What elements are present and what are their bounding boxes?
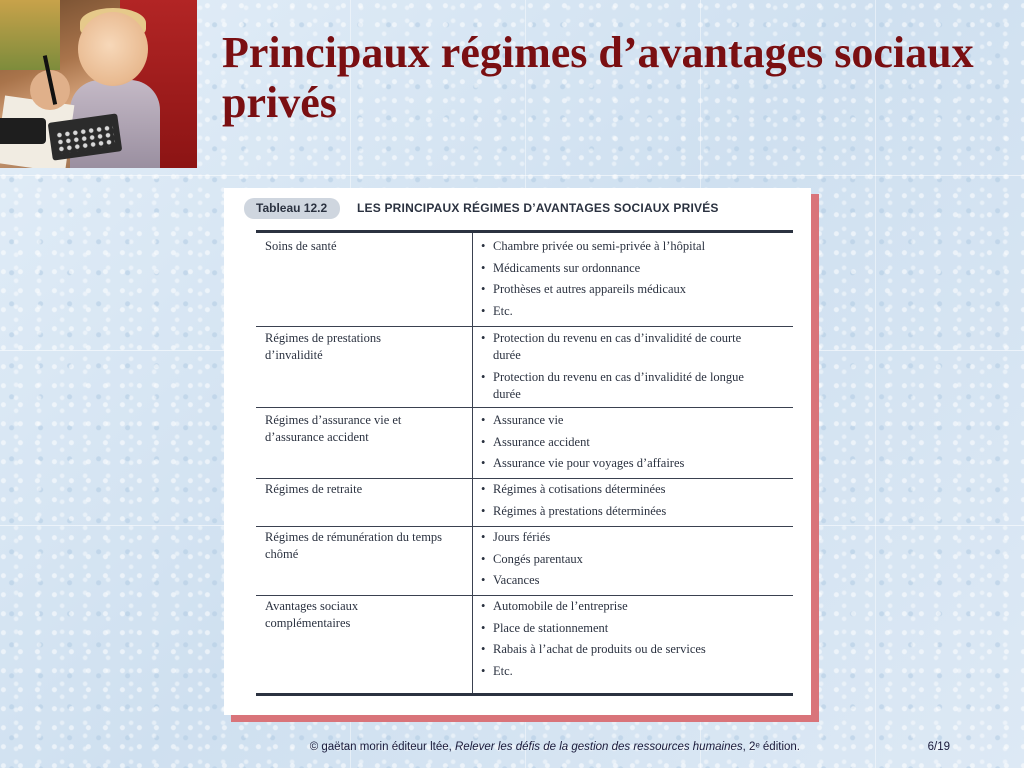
table-number-label: Tableau 12.2 [244,198,340,219]
list-item: • Assurance vie [480,412,785,429]
list-item: • Protection du revenu en cas d’invalidité de courte durée [480,330,755,364]
table-benefits-list [480,412,785,477]
list-item: • Régimes à cotisations déterminées [480,481,785,498]
table-bottom-rule [256,693,793,696]
footer-copyright: © gaëtan morin éditeur ltée, [309,741,455,753]
table-heading: LES PRINCIPAUX RÉGIMES D’AVANTAGES SOCIAUX PRIVÉS [357,201,719,215]
slide-title: Principaux régimes d’avantages sociaux privés [222,28,974,127]
list-item: • Etc. [480,663,785,680]
table-category: Régimes d’assurance vie et d’assurance accident [265,413,402,444]
list-item: • Vacances [480,572,785,589]
list-item: • Protection du revenu en cas d’invalidité de longue durée [480,369,755,403]
table-category: Régimes de prestations d’invalidité [265,331,381,362]
list-item: • Automobile de l’entreprise [480,598,785,615]
table-benefits-list [480,598,785,684]
table-category: Régimes de rémunération du temps chômé [265,530,443,561]
table-benefits-list [480,330,755,407]
table-row-divider [256,595,793,596]
list-item: • Prothèses et autres appareils médicaux [480,281,785,298]
table-top-rule [256,230,793,233]
footer-book-title: Relever les défis de la gestion des ressources humaines [455,741,743,753]
list-item: • Etc. [480,303,785,320]
list-item: • Médicaments sur ordonnance [480,260,785,277]
table-category: Avantages sociaux complémentaires [265,599,359,630]
table-row-divider [256,407,793,408]
background-seam [0,175,1024,176]
list-item: • Assurance vie pour voyages d’affaires [480,455,785,472]
list-item: • Régimes à prestations déterminées [480,503,785,520]
table-column-divider [472,233,473,693]
table-category: Soins de santé [265,239,337,253]
table-row-divider [256,326,793,327]
table-row-divider [256,526,793,527]
list-item: • Assurance accident [480,434,785,451]
table-row-divider [256,478,793,479]
table-benefits-list [480,481,785,524]
list-item: • Place de stationnement [480,620,785,637]
list-item: • Jours fériés [480,529,785,546]
list-item: • Rabais à l’achat de produits ou de services [480,641,785,658]
table-benefits-list [480,529,785,594]
table-benefits-list [480,238,785,324]
footer-credit [0,741,800,753]
list-item: • Congés parentaux [480,551,785,568]
page-number: 6/19 [927,741,950,753]
list-item: • Chambre privée ou semi-privée à l’hôpital [480,238,785,255]
table-category: Régimes de retraite [265,482,363,496]
footer-edition: , 2ᵉ édition. [742,741,800,753]
mother-child-photo [0,0,197,168]
